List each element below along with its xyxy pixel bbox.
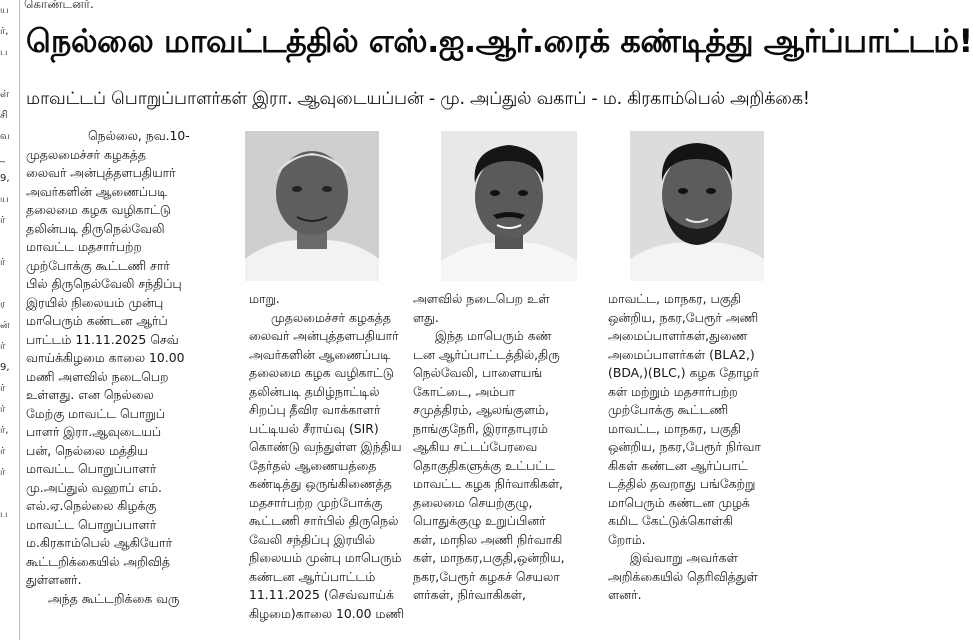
article-line: மணி அளவில் நடைபெற — [26, 368, 169, 384]
article-line: மாவட்ட பொறுப்பாளர் — [26, 461, 157, 476]
article-line: கொண்டு வந்துள்ள இந்திய — [249, 439, 402, 454]
left-fragment: ர், — [0, 26, 9, 37]
previous-article-end: கொண்டனர். — [24, 0, 94, 11]
person-photo-1-icon — [245, 131, 379, 281]
article-line: பன், நெல்லை மத்திய — [26, 442, 148, 458]
article-line: சிறப்பு தீவிர வாக்காளர் — [249, 402, 381, 417]
article-line: வேலி சந்திப்பு இரயில் — [249, 531, 376, 547]
article-line: அவர்களின் ஆணைப்படி — [249, 346, 391, 362]
article-line: ஒன்றிய, நகர,பேரூர் நிர்வா — [608, 439, 761, 454]
article-line: கள், மாநில அணி நிர்வாகி — [413, 531, 563, 547]
article-line: தலின்படி தமிழ்நாட்டில் — [249, 383, 380, 399]
article-line: கண்டித்து ஒருங்கிணைத்த — [249, 476, 392, 491]
left-fragment: ள் — [0, 89, 10, 100]
article-line: கூட்டணி சார்பில் திருநெல் — [249, 513, 399, 528]
article-line: கண்டன ஆர்ப்பாட்டம் — [249, 568, 376, 584]
article-line: முற்போக்கு கூட்டணி சார் — [26, 257, 170, 273]
article-line: தொகுதிகளுக்கு உட்பட்ட — [413, 457, 556, 473]
article-line: பாட்டம் 11.11.2025 செவ் — [26, 331, 179, 347]
left-fragment — [0, 231, 17, 252]
article-line: அறிக்கையில் தெரிவித்துள் — [608, 568, 758, 584]
article-line: அமைப்பாளர்கள் (BLA2,) — [608, 346, 755, 362]
article-line: நாங்குநேரி, இராதாபுரம் — [413, 420, 548, 436]
article-line: அவர்களின் ஆணைப்படி — [26, 183, 168, 199]
article-line: உள்ளது. என நெல்லை — [26, 387, 154, 402]
article-line: டத்தில் தவறாது பங்கேற்று — [608, 476, 756, 491]
article-line: (BDA,)(BLC,) கழக தோழர் — [608, 365, 760, 380]
left-fragment: ர் — [0, 215, 6, 226]
article-line: மேற்கு மாவட்ட பொறுப் — [26, 405, 165, 421]
article-line: கிகள் கண்டன ஆர்ப்பாட் — [608, 457, 748, 473]
left-fragment: ப — [0, 509, 8, 520]
article-line: மாபெரும் கண்டன ஆர்ப் — [26, 313, 168, 328]
article-line: பாளர் இரா.ஆவுடையப் — [26, 424, 162, 439]
article-line: மாவட்ட கழக நிர்வாகிகள், — [413, 476, 563, 491]
article-line: ளர்கள், நிர்வாகிகள், — [413, 587, 526, 602]
person-photo-3-icon — [630, 131, 764, 281]
left-fragment — [0, 63, 17, 84]
article-line: கள், மாநகர,பகுதி,ஒன்றிய, — [413, 550, 565, 565]
article-line: மாவட்ட, மாநகர, பகுதி — [608, 291, 741, 306]
article-line: ளது. — [413, 309, 439, 325]
headline: நெல்லை மாவட்டத்தில் எஸ்.ஐ.ஆர்.ரைக் கண்டித்து ஆர்ப்பாட்டம்! — [26, 22, 973, 60]
article-line: தலைமை கழக வழிகாட்டு — [249, 365, 394, 380]
left-fragment: 9, — [0, 362, 10, 373]
article-line: இவ்வாறு அவர்கள் — [630, 550, 738, 565]
left-fragment: ர் — [0, 341, 6, 352]
article-line: அந்த கூட்டறிக்கை வரு — [48, 590, 180, 606]
article-line: சமுத்திரம், ஆலங்குளம், — [413, 402, 549, 417]
left-fragment: ர் — [0, 404, 6, 415]
column-divider — [19, 0, 20, 640]
article-column-2 — [249, 290, 414, 623]
article-line: துள்ளனர். — [26, 572, 82, 587]
article-line: ம.கிரகாம்பெல் ஆகியோர் — [26, 535, 173, 550]
left-fragment: ர் — [0, 257, 6, 268]
article-line: மு.அப்துல் வஹாப் எம். — [26, 479, 162, 495]
article-line: தலைமை செயற்குழு, — [413, 494, 533, 510]
article-line: லைவர் அன்புத்தளபதியார் — [26, 165, 176, 180]
article-line: அமைப்பாளர்கள்,துணை — [608, 328, 748, 343]
article-line: டன ஆர்ப்பாட்டத்தில்,திரு — [413, 346, 560, 362]
article-line: மதசார்பற்ற முற்போக்கு — [249, 494, 383, 510]
left-fragment: ய — [0, 5, 9, 16]
article-line: பில் திருநெல்வேலி சந்திப்பு — [26, 276, 182, 291]
left-fragment: ர் — [0, 446, 6, 457]
left-fragment: _ — [0, 152, 5, 163]
subheadline: மாவட்டப் பொறுப்பாளர்கள் இரா. ஆவுடையப்பன் - மு. அப்துல் வகாப் - ம. கிரகாம்பெல் அறிக்கை! — [26, 89, 810, 109]
left-column-fragments — [0, 0, 17, 640]
article-line: பட்டியல் சீராய்வு (SIR) — [249, 420, 379, 436]
article-line: ஒன்றிய, நகர,பேரூர் அணி — [608, 309, 759, 325]
article-line: ளனர். — [608, 587, 642, 602]
left-fragment — [0, 273, 17, 294]
article-line: மாபெரும் கண்டன முழக் — [608, 494, 750, 510]
left-fragment: ர், — [0, 425, 9, 436]
article-line: முற்போக்கு கூட்டணி — [608, 402, 729, 417]
article-line: லைவர் அன்புத்தளபதியார் — [249, 328, 399, 343]
left-fragment: ன் — [0, 320, 10, 331]
article-line: நெல்லை, நவ.10- — [88, 128, 190, 143]
article-line: மாவட்ட, மாநகர, பகுதி — [608, 420, 741, 436]
article-line: கோட்டை, அம்பா — [413, 383, 515, 399]
article-line: தலைமை கழக வழிகாட்டு — [26, 202, 171, 217]
left-fragment: ர் — [0, 383, 6, 394]
article-line: மாறு. — [249, 291, 280, 306]
article-line: நகர,பேரூர் கழகச் செயலா — [413, 568, 560, 584]
person-photo-2-icon — [441, 131, 577, 281]
article-line: கள் மற்றும் மதசார்பற்ற — [608, 383, 738, 399]
article-line: அளவில் நடைபெற உள் — [413, 291, 550, 306]
article-line: தேர்தல் ஆணையத்தை — [249, 457, 377, 473]
article-line: 11.11.2025 (செவ்வாய்க் — [249, 587, 394, 602]
article-column-3 — [413, 290, 593, 605]
article-line: ஆகிய சட்டப்பேரவை — [413, 439, 538, 454]
article-line: வாய்க்கிழமை காலை 10.00 — [26, 350, 185, 365]
article-line: றோம். — [608, 531, 646, 547]
article-line: முதலமைச்சர் கழகத்த — [26, 146, 146, 162]
left-fragment: வ — [0, 131, 10, 142]
article-line: இந்த மாபெரும் கண் — [435, 328, 552, 343]
article-line: நெல்வேலி, பாளையங் — [413, 365, 543, 380]
left-fragment: ப — [0, 47, 8, 58]
article-line: தலின்படி திருநெல்வேலி — [26, 220, 165, 236]
article-line: கமிட கேட்டுக்கொள்கி — [608, 513, 733, 528]
article-line: இரயில் நிலையம் முன்பு — [26, 294, 164, 310]
article-line: முதலமைச்சர் கழகத்த — [271, 309, 391, 325]
article-line: எல்.ஏ.நெல்லை கிழக்கு — [26, 498, 157, 513]
left-fragment: ர — [0, 299, 6, 310]
article-line: பொதுக்குழு உறுப்பினர் — [413, 513, 546, 528]
left-fragment: ர் — [0, 467, 6, 478]
article-line: மாவட்ட மதசார்பற்ற — [26, 239, 142, 254]
left-fragment — [0, 483, 17, 504]
article-line: மாவட்ட பொறுப்பாளர் — [26, 516, 157, 532]
article-column-1 — [26, 127, 231, 608]
article-line: கிழமை)காலை 10.00 மணி — [249, 605, 404, 621]
article-column-4 — [608, 290, 798, 605]
article-line: கூட்டறிக்கையில் அறிவித் — [26, 553, 170, 569]
left-fragment: 9, — [0, 173, 10, 184]
left-fragment: சி — [0, 110, 8, 121]
left-fragment: ய — [0, 194, 9, 205]
article-line: நிலையம் முன்பு மாபெரும் — [249, 550, 402, 565]
